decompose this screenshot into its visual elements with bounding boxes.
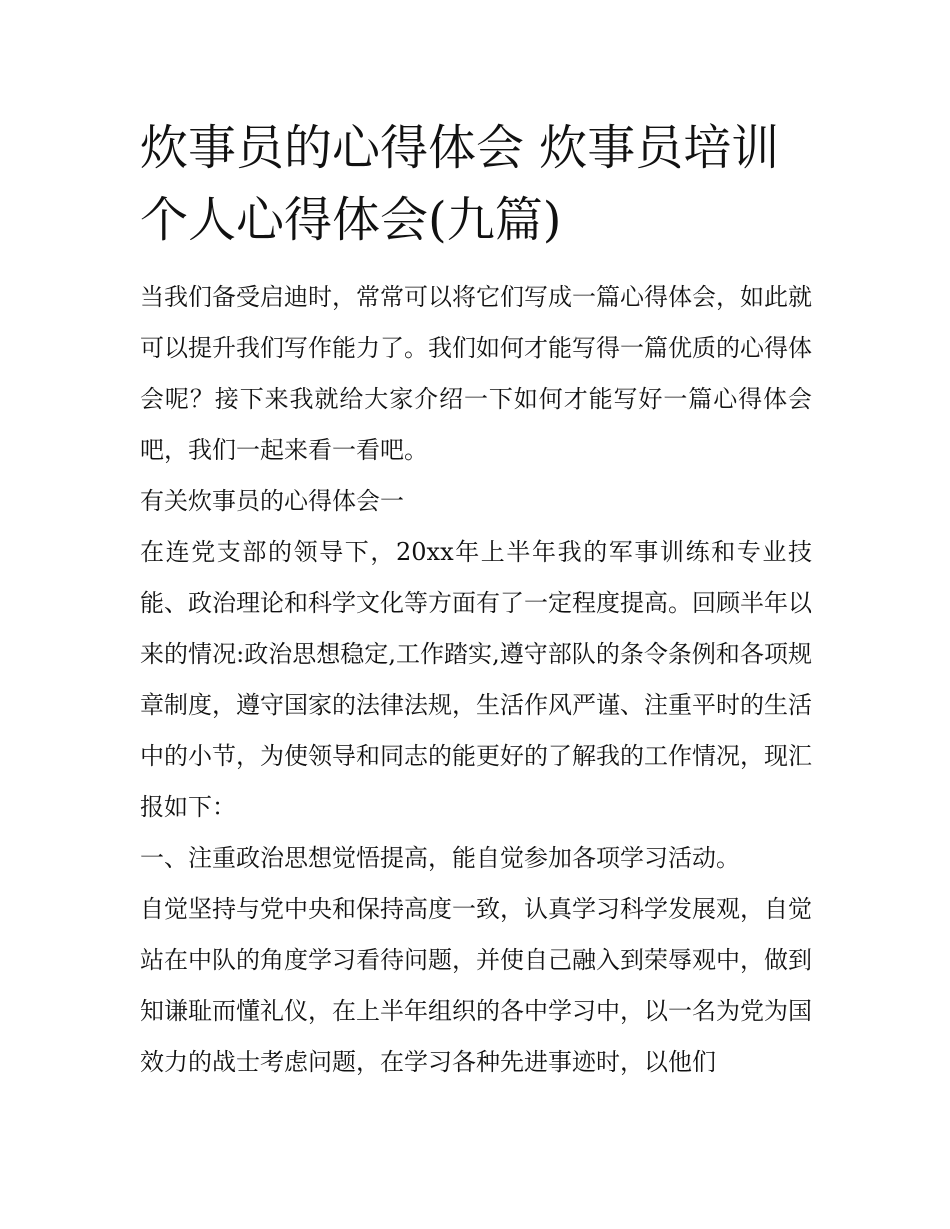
section-heading-1: 有关炊事员的心得体会一 xyxy=(140,487,404,515)
body-paragraph: 在连党支部的领导下，20xx年上半年我的军事训练和专业技能、政治理论和科学文化等方面有了一定程度提高。回顾半年以来的情况:政治思想稳定,工作踏实,遵守部队的条令条例和各项规章制度，遵守国家的法律法规，生活作风严谨、注重平时的生活中的小节，为使领导和同志的能更好的了解我的工作情况，现汇报如下： xyxy=(140,538,812,821)
subsection-heading-1: 一、注重政治思想觉悟提高，能自觉参加各项学习活动。 xyxy=(140,844,740,872)
intro-paragraph: 当我们备受启迪时，常常可以将它们写成一篇心得体会，如此就可以提升我们写作能力了。我们如何才能写得一篇优质的心得体会呢？接下来我就给大家介绍一下如何才能写好一篇心得体会吧，我们一起来看一看吧。 xyxy=(140,283,812,464)
document-body xyxy=(140,272,812,1088)
document-page xyxy=(140,112,812,1088)
document-title: 炊事员的心得体会 炊事员培训个人心得体会(九篇) xyxy=(140,120,780,248)
body-paragraph: 自觉坚持与党中央和保持高度一致，认真学习科学发展观，自觉站在中队的角度学习看待问题，并使自己融入到荣辱观中，做到知谦耻而懂礼仪，在上半年组织的各中学习中，以一名为党为国效力的战士考虑问题，在学习各种先进事迹时，以他们 xyxy=(140,895,812,1076)
